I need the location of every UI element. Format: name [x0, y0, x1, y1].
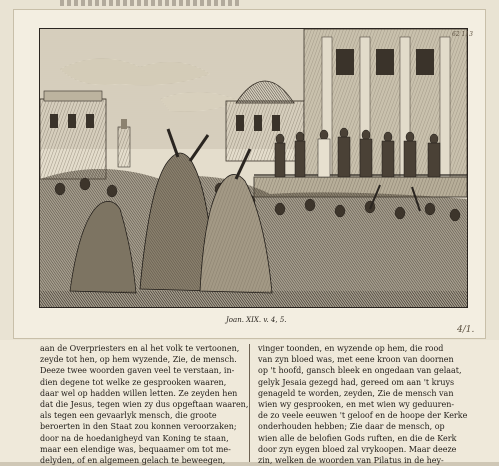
ground	[40, 291, 467, 307]
text-column-left	[40, 343, 249, 466]
handwritten-mark: 4/1.	[457, 325, 475, 335]
text-line: genageld te worden, zeyden, Zie de mensch van	[258, 388, 454, 398]
text-line: zeyde tot hen, op hem wyzende, Zie, de mensch.	[40, 355, 237, 365]
text-line: delyden, of en algemeen gelach te beweegen,	[40, 456, 226, 466]
text-line: van zyn bloed was, met eene kroon van doornen	[258, 355, 454, 365]
column-divider	[249, 344, 250, 462]
bleed-through-text	[60, 0, 240, 6]
text-line: door na de hoedanigheyd van Koning te staan,	[40, 433, 229, 443]
text-line: aan de Overpriesters en al het volk te vertoonen,	[40, 344, 240, 353]
text-line: wien alle de belofien Gods ruften, en die de Kerk	[258, 433, 457, 443]
text-line: de zo veele eeuwen 't geloof en de hoope der Kerke	[258, 411, 468, 421]
text-line: gelyk Jesaia gezegd had, gereed om aan 't kruys	[258, 377, 455, 387]
scripture-reference: Joan. XIX. v. 4, 5.	[226, 316, 287, 324]
text-line: als tegen een gevaarlyk mensch, die groote	[40, 411, 217, 421]
text-line: door zyn eygen bloed zal vrykoopen. Maar deeze	[258, 444, 457, 454]
catalog-number: 62 113	[452, 31, 473, 38]
text-line: zin, welken de woorden van Pilatus in de hey-	[258, 456, 444, 466]
text-column-right	[258, 343, 474, 466]
engraving-illustration	[40, 29, 467, 307]
text-line: wien wy gesprooken, en met wien wy geduuren-	[258, 400, 455, 410]
text-line: daar wel op hadden willen letten. Ze zeyden hen	[40, 388, 238, 398]
text-line: maar een elendige was, bequaamer om tot me-	[40, 444, 231, 454]
text-line: beroerten in den Staat zou konnen veroorzaken;	[40, 422, 237, 432]
text-line: Deeze twee woorden gaven veel te verstaan, in-	[40, 366, 235, 376]
text-line: vinger toonden, en wyzende op hem, die rood	[258, 344, 444, 353]
text-line: op 't hoofd, gansch bleek en ongedaan van gelaat,	[258, 366, 462, 376]
engraving-plate	[39, 28, 468, 308]
text-line: dien degene tot welke ze gesprooken waaren,	[40, 377, 227, 387]
text-line: onderhouden hebben; Zie daar de mensch, op	[258, 422, 445, 432]
text-line: dat die Jesus, tegen wien zy dus opgeftaan waaren,	[40, 400, 249, 410]
left-building	[40, 91, 106, 179]
